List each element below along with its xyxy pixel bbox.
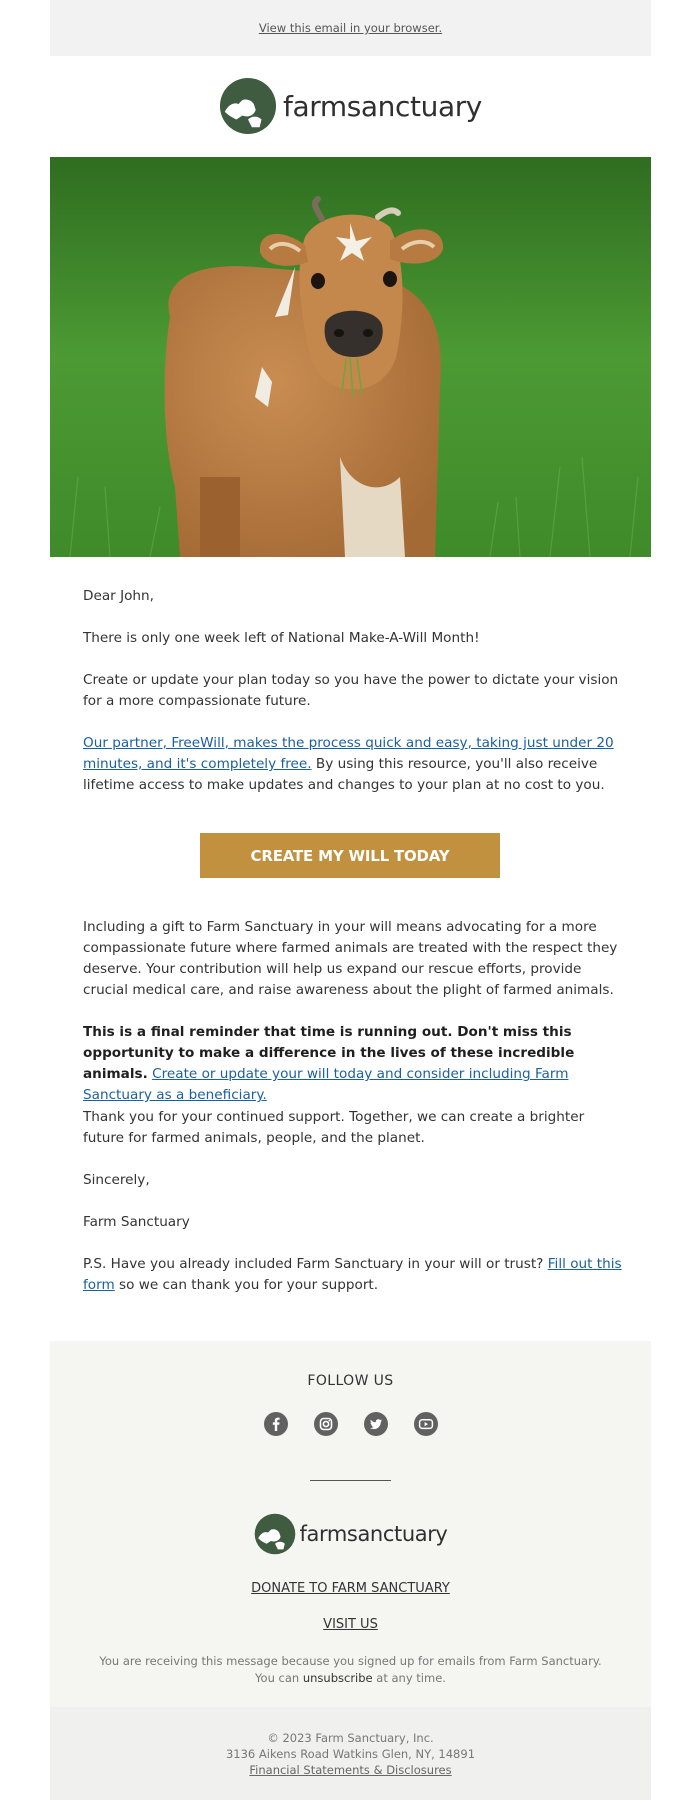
view-in-browser-link[interactable]: View this email in your browser. [258,21,443,35]
twitter-icon[interactable] [364,1412,388,1436]
notice-line-1: You are receiving this message because you signed up for emails from Farm Sanctuary. [99,1654,602,1668]
preheader-bar [50,0,651,56]
create-update-will-link[interactable]: Create or update your will today and consider including Farm Sanctuary as a beneficiary. [83,1066,569,1103]
paragraph-final-reminder [83,1022,623,1106]
donate-link-row [50,1581,651,1596]
follow-us-heading: FOLLOW US [307,1373,394,1389]
freewill-paragraph-rest: By using this resource, you'll also receive lifetime access to make updates and changes to your plan at no cost to you. [83,756,605,793]
signoff: Sincerely, [83,1172,150,1188]
donate-link[interactable]: DONATE TO FARM SANCTUARY [251,1581,450,1596]
paragraph-thank-you: Thank you for your continued support. Together, we can create a brighter future for farmed animals, people, and the planet. [83,1109,585,1146]
paragraph-gift-in-will: Including a gift to Farm Sanctuary in your will means advocating for a more compassionate future where farmed animals are treated with the respect they deserve. Your contribution will help us expand our rescue efforts, provide crucial medical care, and raise awareness about the plight of farmed animals. [83,919,618,998]
unsubscribe-link[interactable]: unsubscribe [302,1671,373,1685]
postscript [83,1254,623,1296]
social-links [50,1412,651,1436]
footer-brand-logo[interactable] [50,1513,651,1555]
financial-statements-link[interactable]: Financial Statements & Disclosures [249,1763,452,1777]
paragraph-create-plan: Create or update your plan today so you have the power to dictate your vision for a more compassionate future. [83,672,619,709]
brand-wordmark: farmsanctuary [283,89,482,123]
mailing-address: 3136 Aikens Road Watkins Glen, NY, 14891 [225,1747,476,1761]
footer [50,1341,651,1800]
ps-rest: so we can thank you for your support. [114,1277,379,1293]
notice-post: at any time. [372,1671,446,1685]
ps-text: P.S. Have you already included Farm Sanctuary in your will or trust? [83,1256,548,1272]
brand-logo[interactable] [50,72,651,140]
cta-container [0,833,700,878]
copyright: © 2023 Farm Sanctuary, Inc. [267,1731,434,1745]
signature: Farm Sanctuary [83,1214,190,1230]
freewill-link[interactable]: Our partner, FreeWill, makes the process quick and easy, taking just under 20 minutes, and it's completely free. [83,735,614,772]
fill-out-form-link[interactable]: Fill out this form [83,1256,622,1293]
paragraph-freewill [83,733,623,796]
footer-brand-wordmark: farmsanctuary [299,1522,448,1546]
legal-section [50,1707,651,1800]
youtube-icon[interactable] [414,1412,438,1436]
visit-us-link[interactable]: VISIT US [323,1617,378,1632]
final-reminder-bold: This is a final reminder that time is running out. Don't miss this opportunity to make a difference in the lives of these incredible animals. [83,1024,575,1082]
visit-link-row [50,1617,651,1632]
legal-text [50,1730,651,1778]
create-will-button[interactable]: CREATE MY WILL TODAY [200,833,500,878]
notice-line-2 [50,1670,651,1687]
instagram-icon[interactable] [314,1412,338,1436]
greeting: Dear John, [83,588,154,604]
notice-pre: You can [255,1671,303,1685]
hero-image[interactable] [50,157,651,557]
cow-in-grass-photo [50,157,651,557]
footer-divider [310,1480,391,1481]
farm-sanctuary-logo-icon [254,1513,296,1555]
farm-sanctuary-logo-icon [219,77,277,135]
paragraph-make-a-will-month: There is only one week left of National Make-A-Will Month! [83,630,480,646]
subscription-notice [50,1653,651,1687]
facebook-icon[interactable] [264,1412,288,1436]
